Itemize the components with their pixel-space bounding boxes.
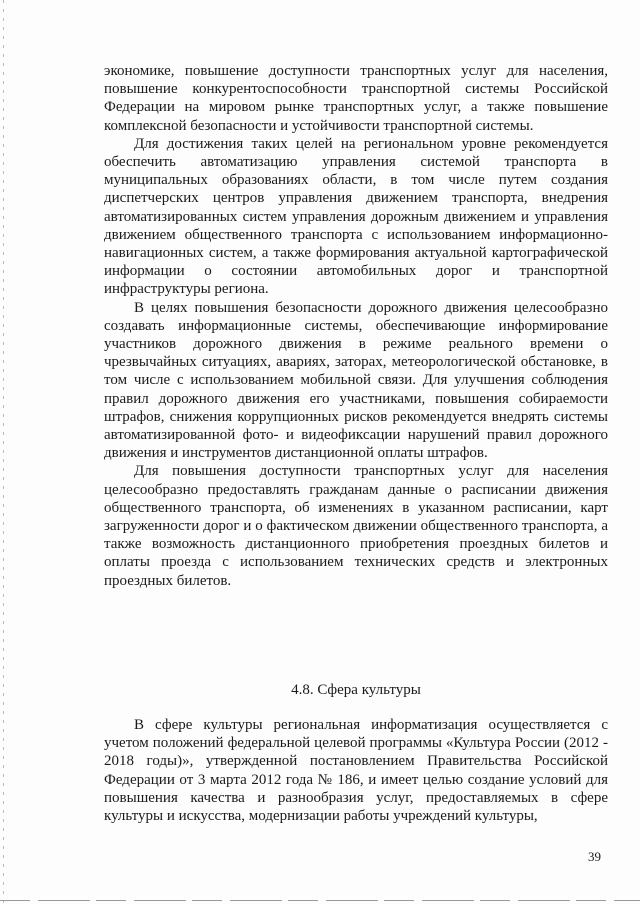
paragraph-1: экономике, повышение доступности транспортных услуг для населения, повышение конкурентоспособности транспортной системы Российской Федерации на мировом рынке транспортных услуг, а также повышение комплексной безопасности и устойчивости транспортной системы. (104, 63, 608, 134)
paragraph-2: Для достижения таких целей на региональном уровне рекомендуется обеспечить автоматизацию управления системой транспорта в муниципальных образованиях области, в том числе путем создания диспетчерских центров управления движением транспорта, внедрения автоматизированных систем управления дорожным движением и управления движением общественного транспорта с использованием информационно-навигационных систем, а также формирования актуальной картографической информации о состоянии автомобильных дорог и транспортной инфраструктуры региона. (104, 135, 608, 298)
page-number: 39 (588, 849, 601, 864)
body-text-top (104, 62, 608, 590)
section-heading: 4.8. Сфера культуры (291, 682, 421, 698)
scan-edge-bottom (0, 900, 640, 901)
scan-edge-left (3, 0, 4, 905)
body-text-bottom (104, 716, 608, 825)
paragraph-4: Для повышения доступности транспортных услуг для населения целесообразно предоставлять гражданам данные о расписании движения общественного транспорта, об изменениях в указанном расписании, карт загруженности дорог и о фактическом движении общественного транспорта, а также возможность дистанционного приобретения проездных билетов и оплаты проезда с использованием технических средств и электронных проездных билетов. (104, 463, 608, 589)
paragraph-5: В сфере культуры региональная информатизация осуществляется с учетом положений федеральной целевой программы «Культура России (2012 - 2018 годы)», утвержденной постановлением Правительства Российской Федерации от 3 марта 2012 года № 186, и имеет целью создание условий для повышения качества и разнообразия услуг, предоставляемых в сфере культуры и искусства, модернизации работы учреждений культуры, (104, 717, 608, 825)
paragraph-3: В целях повышения безопасности дорожного движения целесообразно создавать информационные системы, обеспечивающие информирование участников дорожного движения в режиме реального времени о чрезвычайных ситуациях, авариях, заторах, метеорологической обстановке, в том числе с использованием мобильной связи. Для улучшения соблюдения правил дорожного движения его участниками, повышения собираемости штрафов, снижения коррупционных рисков рекомендуется внедрять системы автоматизированной фото- и видеофиксации нарушений правил дорожного движения и инструментов дистанционной оплаты штрафов. (104, 299, 608, 462)
